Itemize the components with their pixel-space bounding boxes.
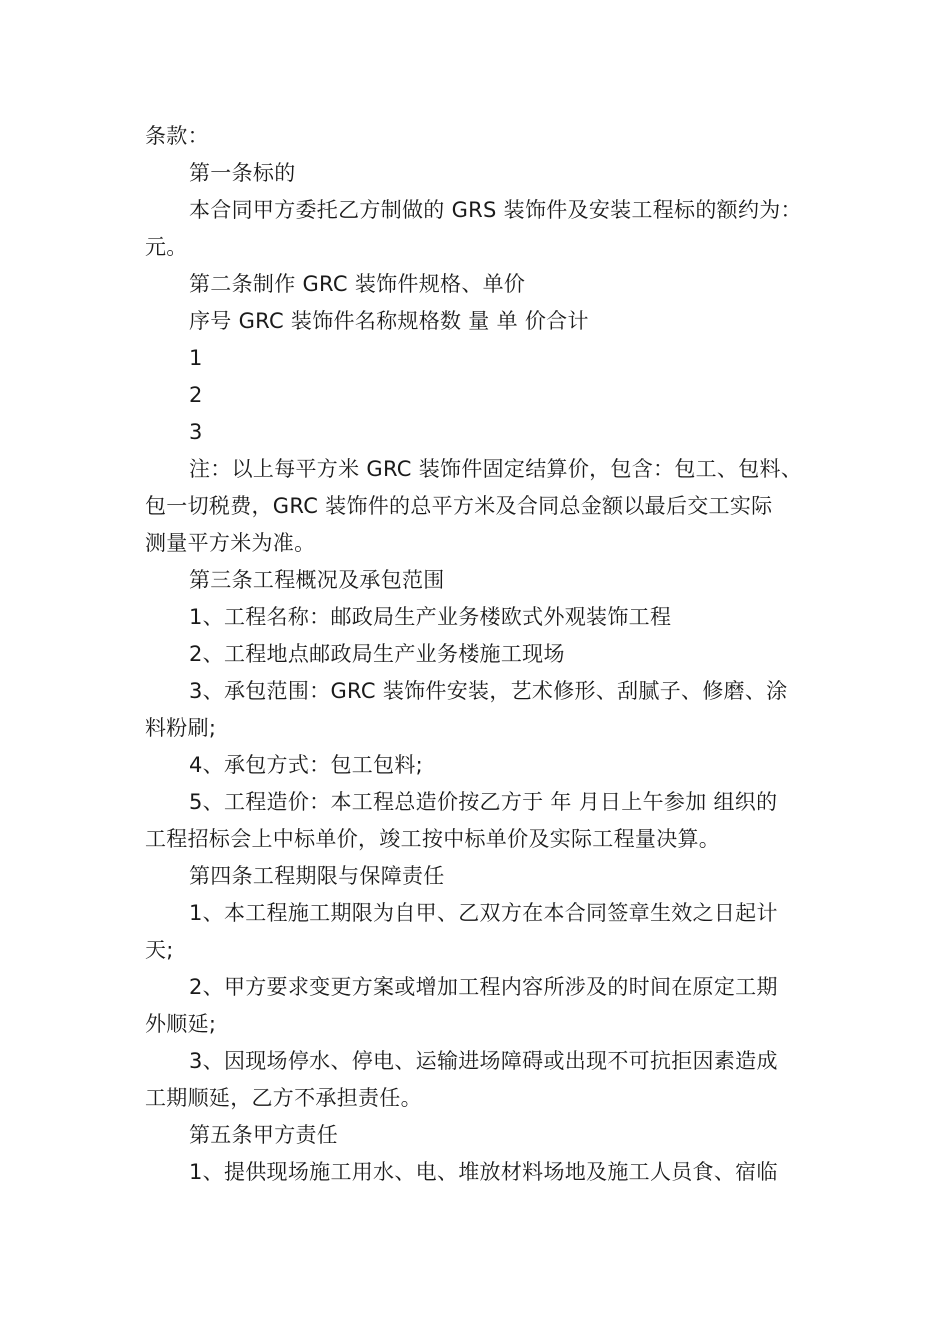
section-heading: 第一条标的 (189, 161, 296, 185)
text-line: 元。 (145, 235, 188, 259)
section-heading: 第二条制作 GRC 装饰件规格、单价 (189, 272, 526, 296)
document-body (145, 118, 825, 1191)
section-heading: 第五条甲方责任 (189, 1123, 339, 1147)
clause-item: 1、提供现场施工用水、电、堆放材料场地及施工人员食、宿临 (189, 1160, 778, 1184)
clause-item: 2、工程地点邮政局生产业务楼施工现场 (189, 642, 565, 666)
table-row-number: 2 (189, 383, 203, 407)
clause-item: 3、承包范围：GRC 装饰件安装，艺术修形、刮腻子、修磨、涂 (189, 679, 788, 703)
clause-item-continued: 工期顺延，乙方不承担责任。 (145, 1086, 422, 1110)
clause-item-continued: 工程招标会上中标单价，竣工按中标单价及实际工程量决算。 (145, 827, 721, 851)
clause-item: 2、甲方要求变更方案或增加工程内容所涉及的时间在原定工期 (189, 975, 778, 999)
text-line: 本合同甲方委托乙方制做的 GRS 装饰件及安装工程标的额约为： (189, 198, 802, 222)
section-heading: 第四条工程期限与保障责任 (189, 864, 445, 888)
clause-item-continued: 天; (145, 938, 174, 962)
clause-item: 1、工程名称：邮政局生产业务楼欧式外观装饰工程 (189, 605, 672, 629)
section-heading: 第三条工程概况及承包范围 (189, 568, 445, 592)
clause-item: 4、承包方式：包工包料; (189, 753, 424, 777)
note-line: 注：以上每平方米 GRC 装饰件固定结算价，包含：包工、包料、 (189, 457, 803, 481)
text-line: 条款： (145, 124, 209, 148)
note-line: 测量平方米为准。 (145, 531, 316, 555)
clause-item: 1、本工程施工期限为自甲、乙双方在本合同签章生效之日起计 (189, 901, 778, 925)
table-row-number: 3 (189, 420, 203, 444)
note-line: 包一切税费，GRC 装饰件的总平方米及合同总金额以最后交工实际 (145, 494, 773, 518)
clause-item: 5、工程造价：本工程总造价按乙方于 年 月日上午参加 组织的 (189, 790, 778, 814)
table-header-line: 序号 GRC 装饰件名称规格数 量 单 价合计 (189, 309, 589, 333)
clause-item-continued: 外顺延; (145, 1012, 217, 1036)
table-row-number: 1 (189, 346, 203, 370)
clause-item: 3、因现场停水、停电、运输进场障碍或出现不可抗拒因素造成 (189, 1049, 778, 1073)
clause-item-continued: 料粉刷; (145, 716, 217, 740)
